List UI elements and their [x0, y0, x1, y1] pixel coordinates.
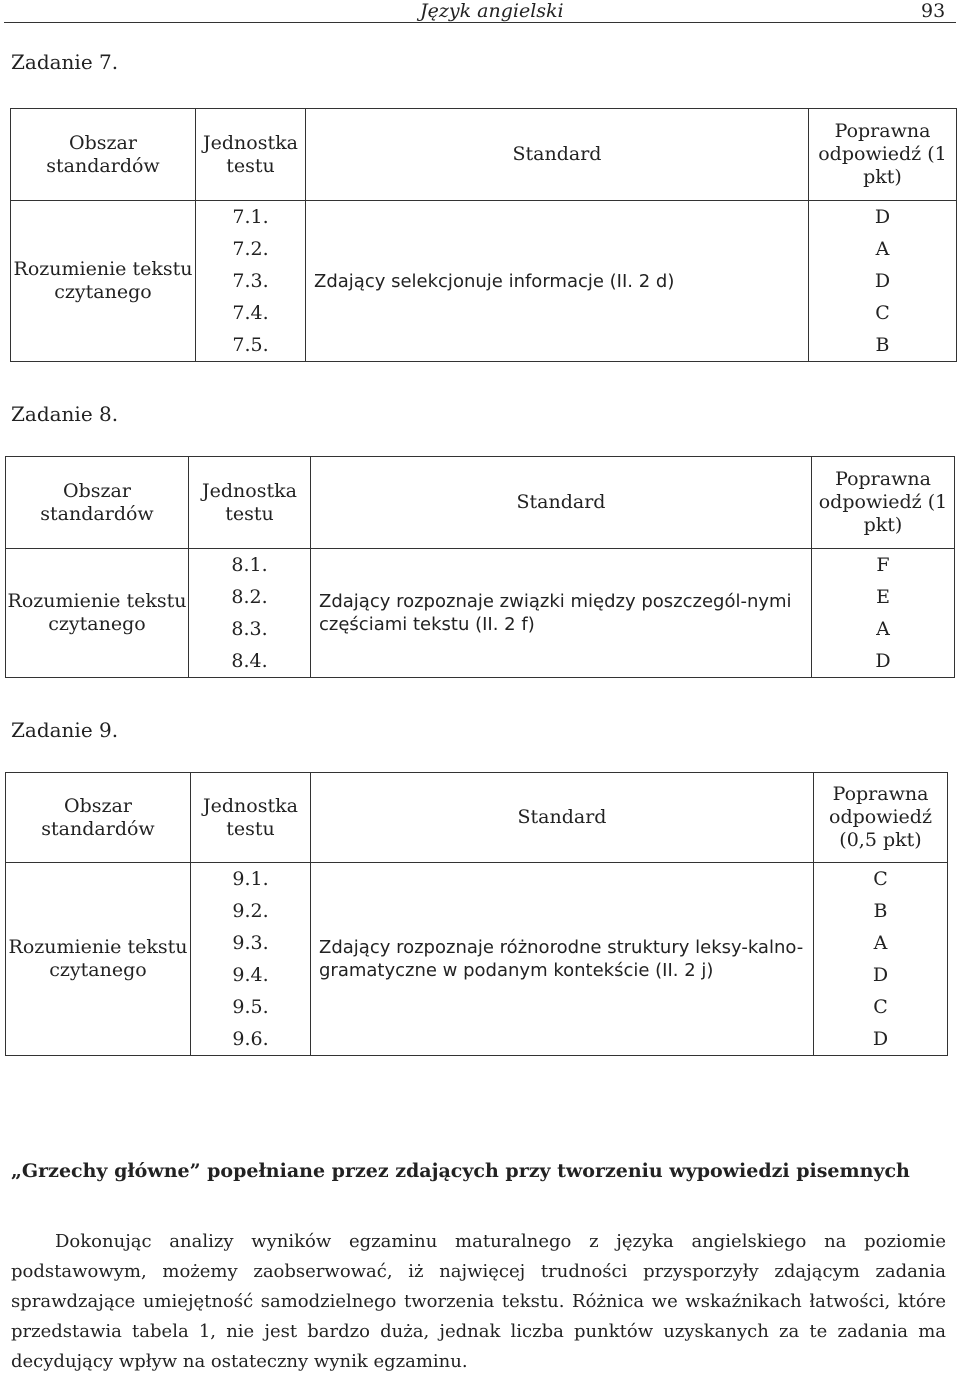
answer-cell: D	[814, 959, 948, 991]
area-cell: Rozumienie tekstu czytanego	[11, 201, 196, 362]
answer-cell: C	[809, 297, 957, 329]
column-header-answer: Poprawna odpowiedź (0,5 pkt)	[814, 773, 948, 863]
standard-cell: Zdający rozpoznaje związki między poszczegól-nymi częściami tekstu (II. 2 f)	[311, 549, 812, 678]
column-header-standard: Standard	[311, 457, 812, 549]
unit-cell: 9.3.	[191, 927, 311, 959]
task-label: Zadanie 9.	[11, 718, 119, 742]
column-header-standard: Standard	[306, 109, 809, 201]
page-header	[0, 0, 960, 24]
answer-cell: C	[814, 991, 948, 1023]
column-header-answer: Poprawna odpowiedź (1 pkt)	[809, 109, 957, 201]
section-heading: „Grzechy główne” popełniane przez zdających przy tworzeniu wypowiedzi pisemnych	[11, 1160, 910, 1182]
unit-cell: 9.5.	[191, 991, 311, 1023]
column-header-unit: Jednostka testu	[196, 109, 306, 201]
unit-cell: 7.1.	[196, 201, 306, 234]
standard-cell: Zdający rozpoznaje różnorodne struktury leksy-kalno-gramatyczne w podanym kontekście (II. 2 j)	[311, 863, 814, 1056]
column-header-standard: Standard	[311, 773, 814, 863]
answer-cell: A	[809, 233, 957, 265]
task-label: Zadanie 8.	[11, 402, 119, 426]
page-number: 93	[921, 0, 946, 22]
answer-table-task-8	[5, 456, 955, 678]
running-title: Język angielski	[420, 0, 564, 22]
answer-table-task-9	[5, 772, 948, 1056]
answer-cell: D	[809, 265, 957, 297]
answer-cell: A	[812, 613, 955, 645]
body-paragraph: Dokonując analizy wyników egzaminu maturalnego z języka angielskiego na poziomie podstawowym, możemy zaobserwować, iż najwięcej trudności przysporzyły zdającym zadania sprawdzające umiejętność samodzielnego tworzenia tekstu. Różnica we wskaźnikach łatwości, które przedstawia tabela 1, nie jest bardzo duża, jednak liczba punktów uzyskanych za te zadania ma decydujący wpływ na ostateczny wynik egzaminu.	[11, 1231, 946, 1372]
unit-cell: 8.2.	[189, 581, 311, 613]
answer-cell: D	[809, 201, 957, 234]
answer-cell: A	[814, 927, 948, 959]
unit-cell: 9.6.	[191, 1023, 311, 1056]
header-rule	[4, 22, 956, 23]
column-header-unit: Jednostka testu	[191, 773, 311, 863]
column-header-area: Obszar standardów	[6, 457, 189, 549]
unit-cell: 8.1.	[189, 549, 311, 582]
unit-cell: 7.4.	[196, 297, 306, 329]
answer-cell: E	[812, 581, 955, 613]
unit-cell: 7.5.	[196, 329, 306, 362]
task-label: Zadanie 7.	[11, 50, 119, 74]
answer-cell: B	[809, 329, 957, 362]
column-header-answer: Poprawna odpowiedź (1 pkt)	[812, 457, 955, 549]
answer-cell: F	[812, 549, 955, 582]
standard-cell: Zdający selekcjonuje informacje (II. 2 d)	[306, 201, 809, 362]
answer-cell: D	[812, 645, 955, 678]
unit-cell: 7.2.	[196, 233, 306, 265]
area-cell: Rozumienie tekstu czytanego	[6, 549, 189, 678]
unit-cell: 8.4.	[189, 645, 311, 678]
unit-cell: 7.3.	[196, 265, 306, 297]
answer-cell: C	[814, 863, 948, 896]
unit-cell: 9.4.	[191, 959, 311, 991]
column-header-unit: Jednostka testu	[189, 457, 311, 549]
answer-table-task-7	[10, 108, 957, 362]
unit-cell: 8.3.	[189, 613, 311, 645]
area-cell: Rozumienie tekstu czytanego	[6, 863, 191, 1056]
unit-cell: 9.1.	[191, 863, 311, 896]
answer-cell: B	[814, 895, 948, 927]
answer-cell: D	[814, 1023, 948, 1056]
column-header-area: Obszar standardów	[11, 109, 196, 201]
unit-cell: 9.2.	[191, 895, 311, 927]
column-header-area: Obszar standardów	[6, 773, 191, 863]
